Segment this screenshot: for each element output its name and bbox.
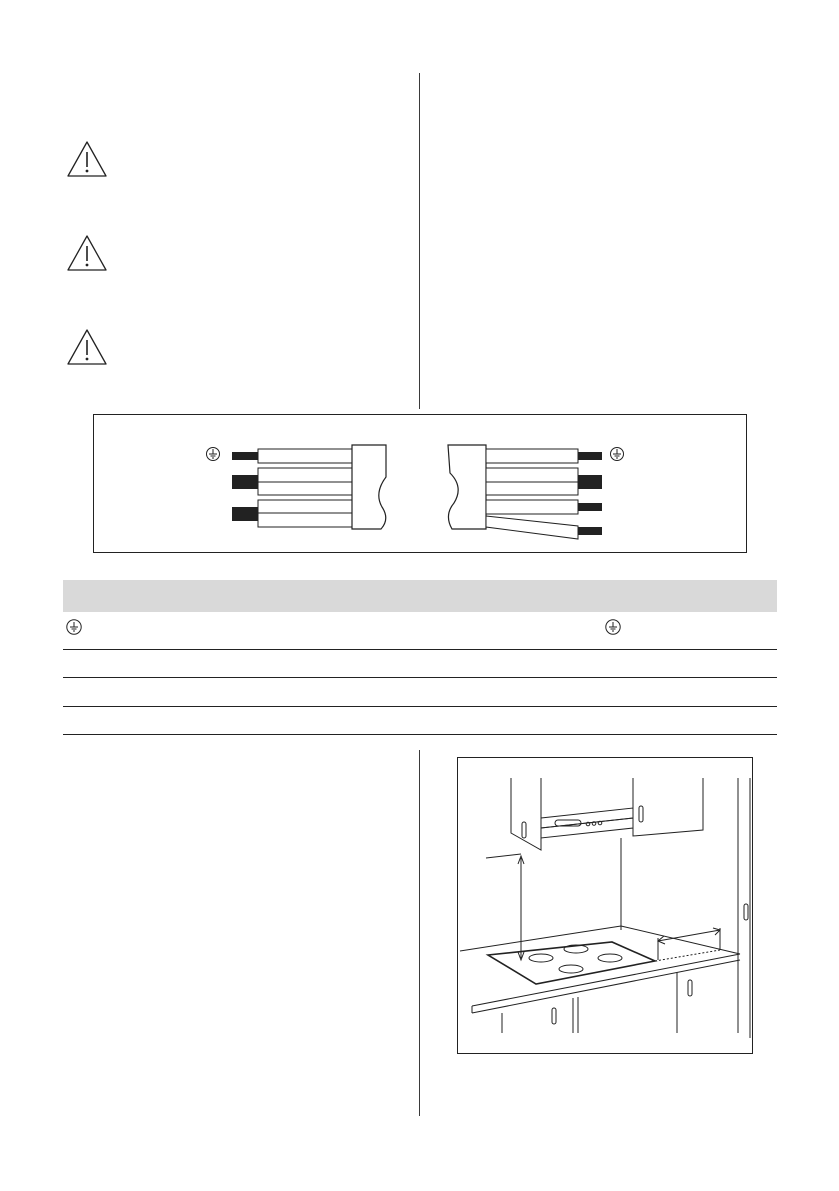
wiring-diagram	[93, 414, 747, 553]
earth-icon	[207, 448, 220, 461]
table-row-divider	[63, 706, 777, 707]
cable-illustration	[94, 415, 746, 552]
column-divider-bottom	[419, 750, 420, 1116]
warning-triangle-icon	[66, 234, 108, 272]
warning-triangle-icon	[66, 328, 108, 366]
table-header	[63, 580, 777, 612]
earth-icon	[66, 619, 82, 635]
warning-triangle-icon	[66, 140, 108, 178]
hood-hob-illustration	[458, 758, 752, 1053]
table-row-divider	[63, 677, 777, 678]
table-row-divider	[63, 734, 777, 735]
table-row-divider	[63, 649, 777, 650]
earth-icon	[605, 619, 621, 635]
column-divider-top	[419, 73, 420, 409]
earth-icon	[611, 448, 624, 461]
installation-figure	[457, 757, 753, 1054]
